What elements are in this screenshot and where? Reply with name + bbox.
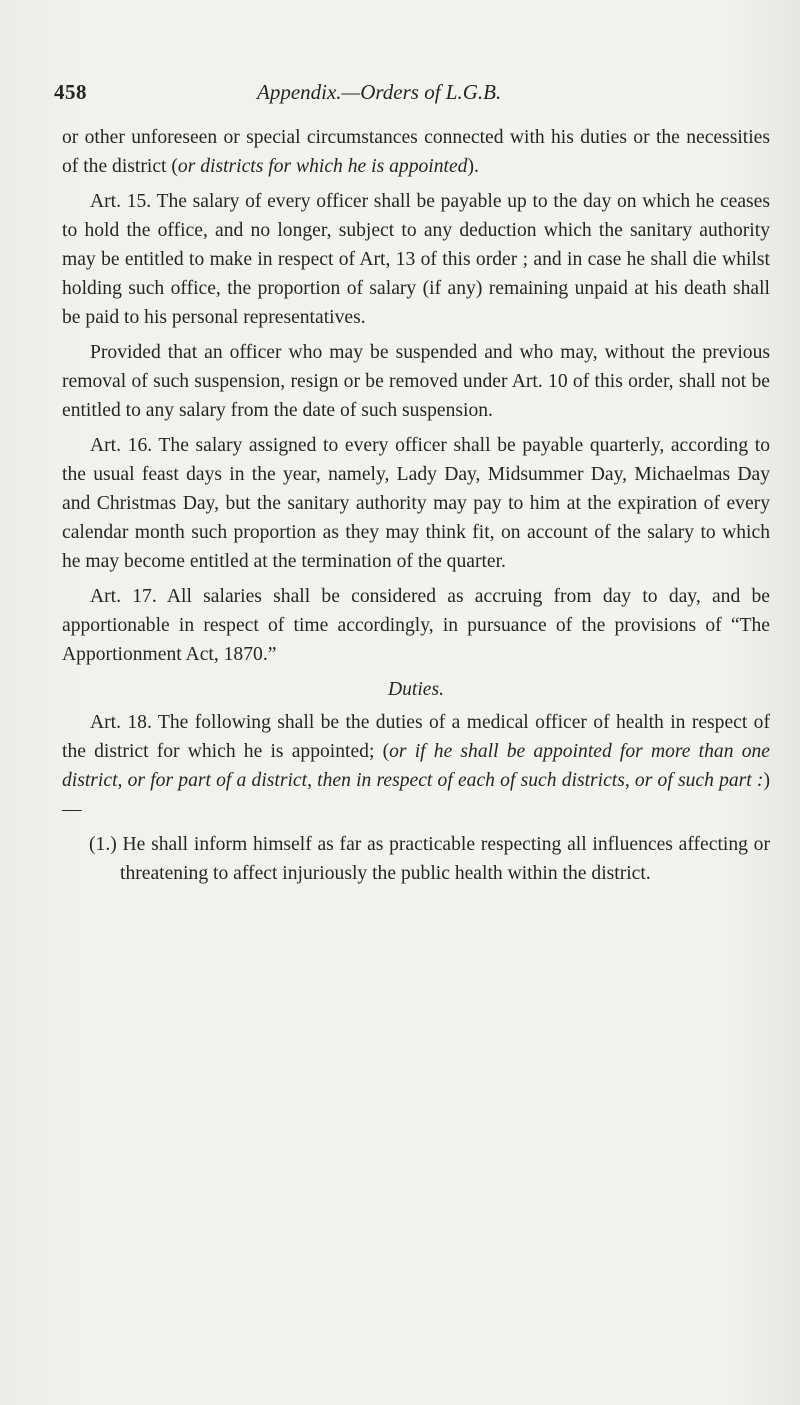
list-item-number: (1.) xyxy=(89,834,117,855)
list-item-1 xyxy=(62,830,770,888)
art18-text-end: )— xyxy=(62,770,770,820)
body-text xyxy=(62,123,770,894)
section-heading-duties: Duties. xyxy=(387,679,445,700)
para1-text-end: ). xyxy=(467,156,479,177)
page-number: 458 xyxy=(54,80,87,104)
article-17: Art. 17. All salaries shall be considered as accruing from day to day, and be apportionable in respect of time accordingly, in pursuance of the provisions of “The Apportionment Act, 1870.” xyxy=(62,586,770,665)
article-16: Art. 16. The salary assigned to every officer shall be payable quarterly, according to the usual feast days in the year, namely, Lady Day, Midsummer Day, Michaelmas Day and Christmas Day, but the sanitary authority may pay to him at the expiration of every calendar month such proportion as they may think fit, on account of the salary to which he may become entitled at the termination of the quarter. xyxy=(62,435,770,572)
article-15: Art. 15. The salary of every officer shall be payable up to the day on which he ceases to hold the office, and no longer, subject to any deduction which the sanitary authority may be entitled to make in respect of Art, 13 of this order ; and in case he shall die whilst holding such office, the proportion of salary (if any) remaining unpaid at his death shall be paid to his personal representatives. xyxy=(62,191,770,328)
art18-text: Art. 18. The following shall be the duties of a medical officer of health in respect of the district for which he is appointed; ( xyxy=(62,712,770,762)
list-item-text: He shall inform himself as far as practicable respecting all influences affecting or threatening to affect injuriously the public health within the district. xyxy=(120,834,771,884)
para1-text: or other unforeseen or special circumstances connected with his duties or the necessities of the district ( xyxy=(62,127,770,177)
running-title: Appendix.—Orders of L.G.B. xyxy=(257,80,502,104)
paragraph-continuation xyxy=(62,123,770,181)
para1-italic-text: or districts for which he is appointed xyxy=(177,156,468,177)
article-18 xyxy=(62,708,770,824)
page-header xyxy=(54,80,760,114)
proviso-paragraph: Provided that an officer who may be suspended and who may, without the previous removal of such suspension, resign or be removed under Art. 10 of this order, shall not be entitled to any salary from the date of such suspension. xyxy=(62,342,770,421)
art18-italic-text: or if he shall be appointed for more than one district, or for part of a district, then in respect of each of such districts, or of such part : xyxy=(62,741,770,791)
